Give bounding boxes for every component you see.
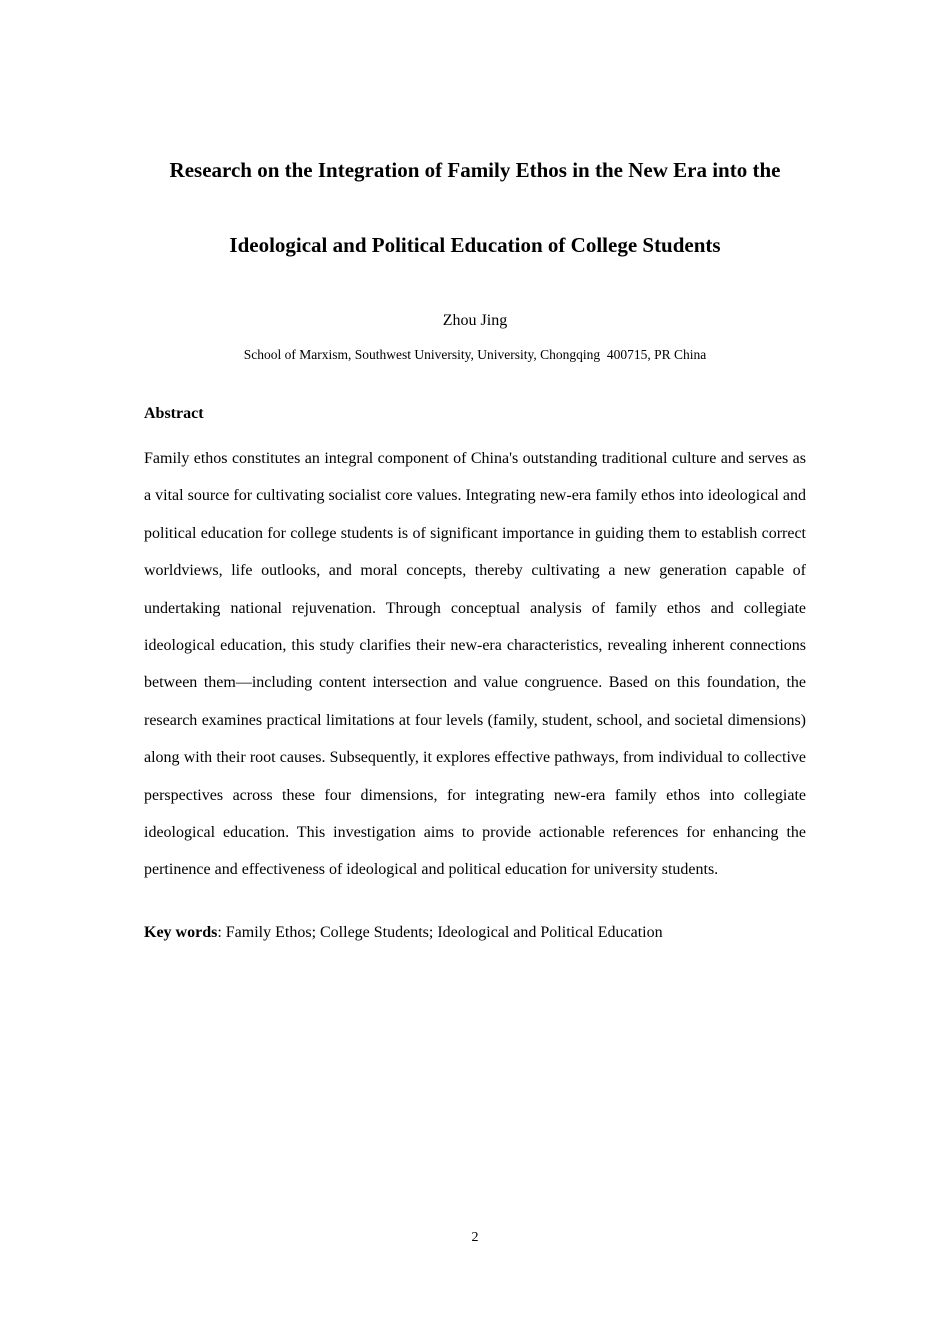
- keywords-separator: :: [217, 924, 226, 941]
- keywords-line: [144, 922, 806, 944]
- abstract-body: Family ethos constitutes an integral component of China's outstanding traditional culture and serves as a vital source for cultivating socialist core values. Integrating new-era family ethos into ideological and political education for college students is of significant importance in guiding them to establish correct worldviews, life outlooks, and moral concepts, thereby cultivating a new generation capable of undertaking national rejuvenation. Through conceptual analysis of family ethos and collegiate ideological education, this study clarifies their new-era characteristics, revealing inherent connections between them—including content intersection and value congruence. Based on this foundation, the research examines practical limitations at four levels (family, student, school, and societal dimensions) along with their root causes. Subsequently, it explores effective pathways, from individual to collective perspectives across these four dimensions, for integrating new-era family ethos into collegiate ideological education. This investigation aims to provide actionable references for enhancing the pertinence and effectiveness of ideological and political education for university students.: [144, 450, 806, 879]
- keywords-label: Key words: [144, 924, 218, 941]
- author-name: Zhou Jing: [442, 312, 508, 329]
- page-number: 2: [471, 1230, 479, 1245]
- abstract-heading: Abstract: [144, 405, 204, 422]
- paper-title-line-2: Ideological and Political Education of College Students: [229, 233, 721, 257]
- keywords-text: Family Ethos; College Students; Ideological and Political Education: [225, 924, 663, 941]
- author-affiliation: School of Marxism, Southwest University, University, Chongqing 400715, PR China: [243, 347, 707, 362]
- paper-title-line-1: Research on the Integration of Family Ethos in the New Era into the: [169, 158, 781, 182]
